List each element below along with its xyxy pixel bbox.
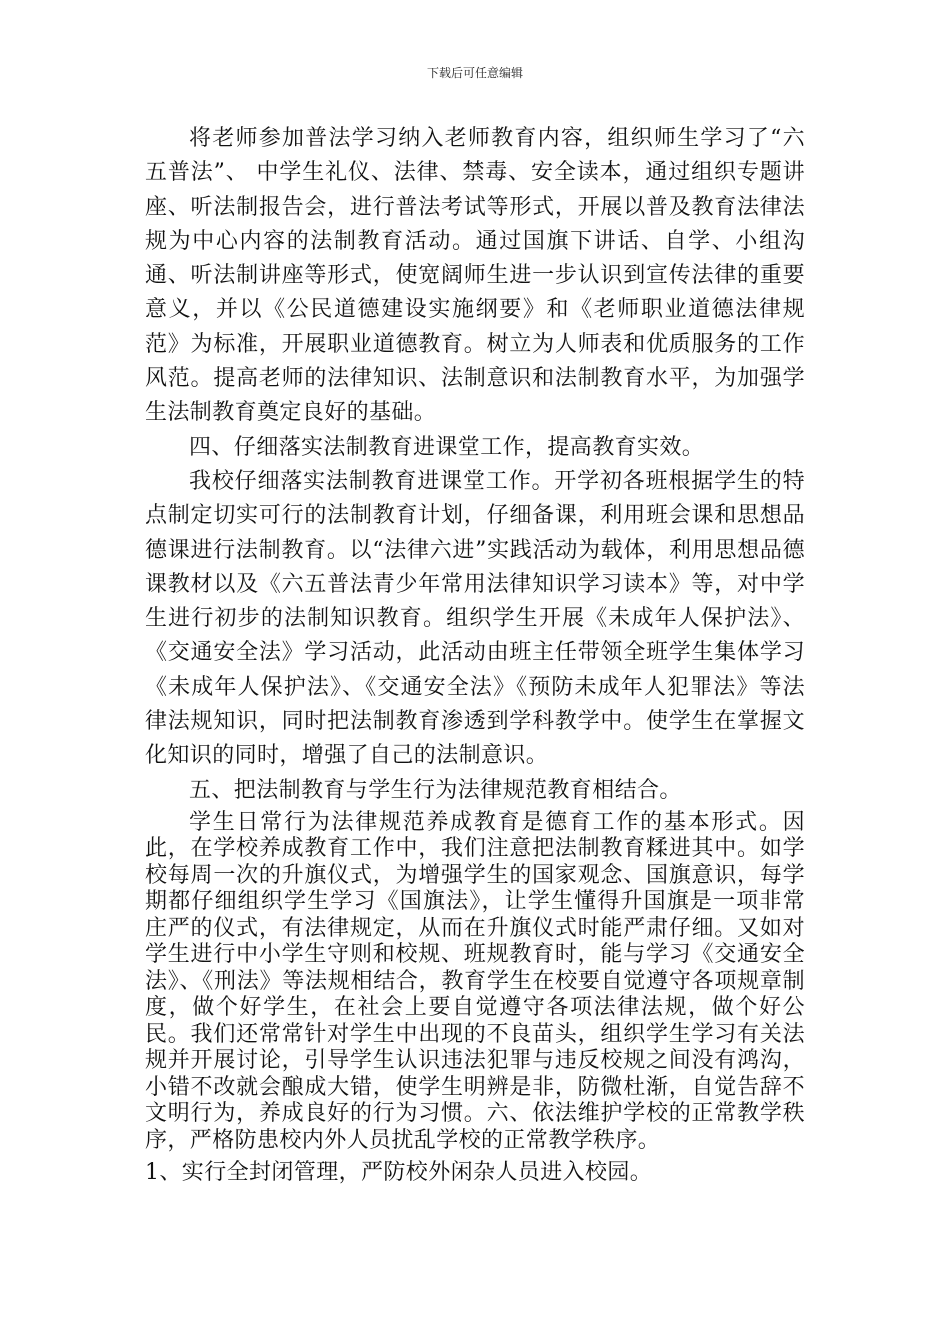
page-header: 下载后可任意编辑 xyxy=(426,66,523,80)
paragraph-behavior-norms: 学生日常行为法律规范养成教育是德育工作的基本形式。因此，在学校养成教育工作中，我们注意把法制教育糅进其中。如学校每周一次的升旗仪式，为增强学生的国家观念、国旗意识，每学期都仔细组织学生学习《国旗法》，让学生懂得升国旗是一项非常庄严的仪式，有法律规定，从而在升旗仪式时能严肃仔细。又如对学生进行中小学生守则和校规、班规教育时，能与学习《交通安全法》、《刑法》等法规相结合，教育学生在校要自觉遵守各项规章制度，做个好学生，在社会上要自觉遵守各项法律法规，做个好公民。我们还常常针对学生中出现的不良苗头，组织学生学习有关法规并开展讨论，引导学生认识违法犯罪与违反校规之间没有鸿沟，小错不改就会酿成大错，使学生明辨是非，防微杜渐，自觉告辞不文明行为，养成良好的行为习惯。六、依法维护学校的正常教学秩序，严格防患校内外人员扰乱学校的正常教学秩序。 xyxy=(145,809,805,1153)
paragraph-legal-education-teachers: 将老师参加普法学习纳入老师教育内容，组织师生学习了“六五普法”、 中学生礼仪、法律、禁毒、安全读本，通过组织专题讲座、听法制报告会，进行普法考试等形式，开展以普及教育法律法规为中心内容的法制教育活动。通过国旗下讲话、自学、小组沟通、听法制讲座等形式，使宽阔师生进一步认识到宣传法律的重要意义，并以《公民道德建设实施纲要》和《老师职业道德法律规范》为标准，开展职业道德教育。树立为人师表和优质服务的工作风范。提高老师的法律知识、法制意识和法制教育水平，为加强学生法制教育奠定良好的基础。 xyxy=(145,126,805,426)
section-heading-five: 五、把法制教育与学生行为法律规范教育相结合。 xyxy=(189,777,682,803)
section-heading-four: 四、仔细落实法制教育进课堂工作，提高教育实效。 xyxy=(189,434,705,460)
list-item-closed-management: 1、实行全封闭管理，严防校外闲杂人员进入校园。 xyxy=(145,1160,653,1186)
document-body xyxy=(145,122,805,1191)
paragraph-classroom-legal-education: 我校仔细落实法制教育进课堂工作。开学初各班根据学生的特点制定切实可行的法制教育计划，仔细备课，利用班会课和思想品德课进行法制教育。以“法律六进”实践活动为载体，利用思想品德课教材以及《六五普法青少年常用法律知识学习读本》等，对中学生进行初步的法制知识教育。组织学生开展《未成年人保护法》、《交通安全法》学习活动，此活动由班主任带领全班学生集体学习《未成年人保护法》、《交通安全法》《预防未成年人犯罪法》等法律法规知识，同时把法制教育渗透到学科教学中。使学生在掌握文化知识的同时，增强了自己的法制意识。 xyxy=(145,468,805,769)
